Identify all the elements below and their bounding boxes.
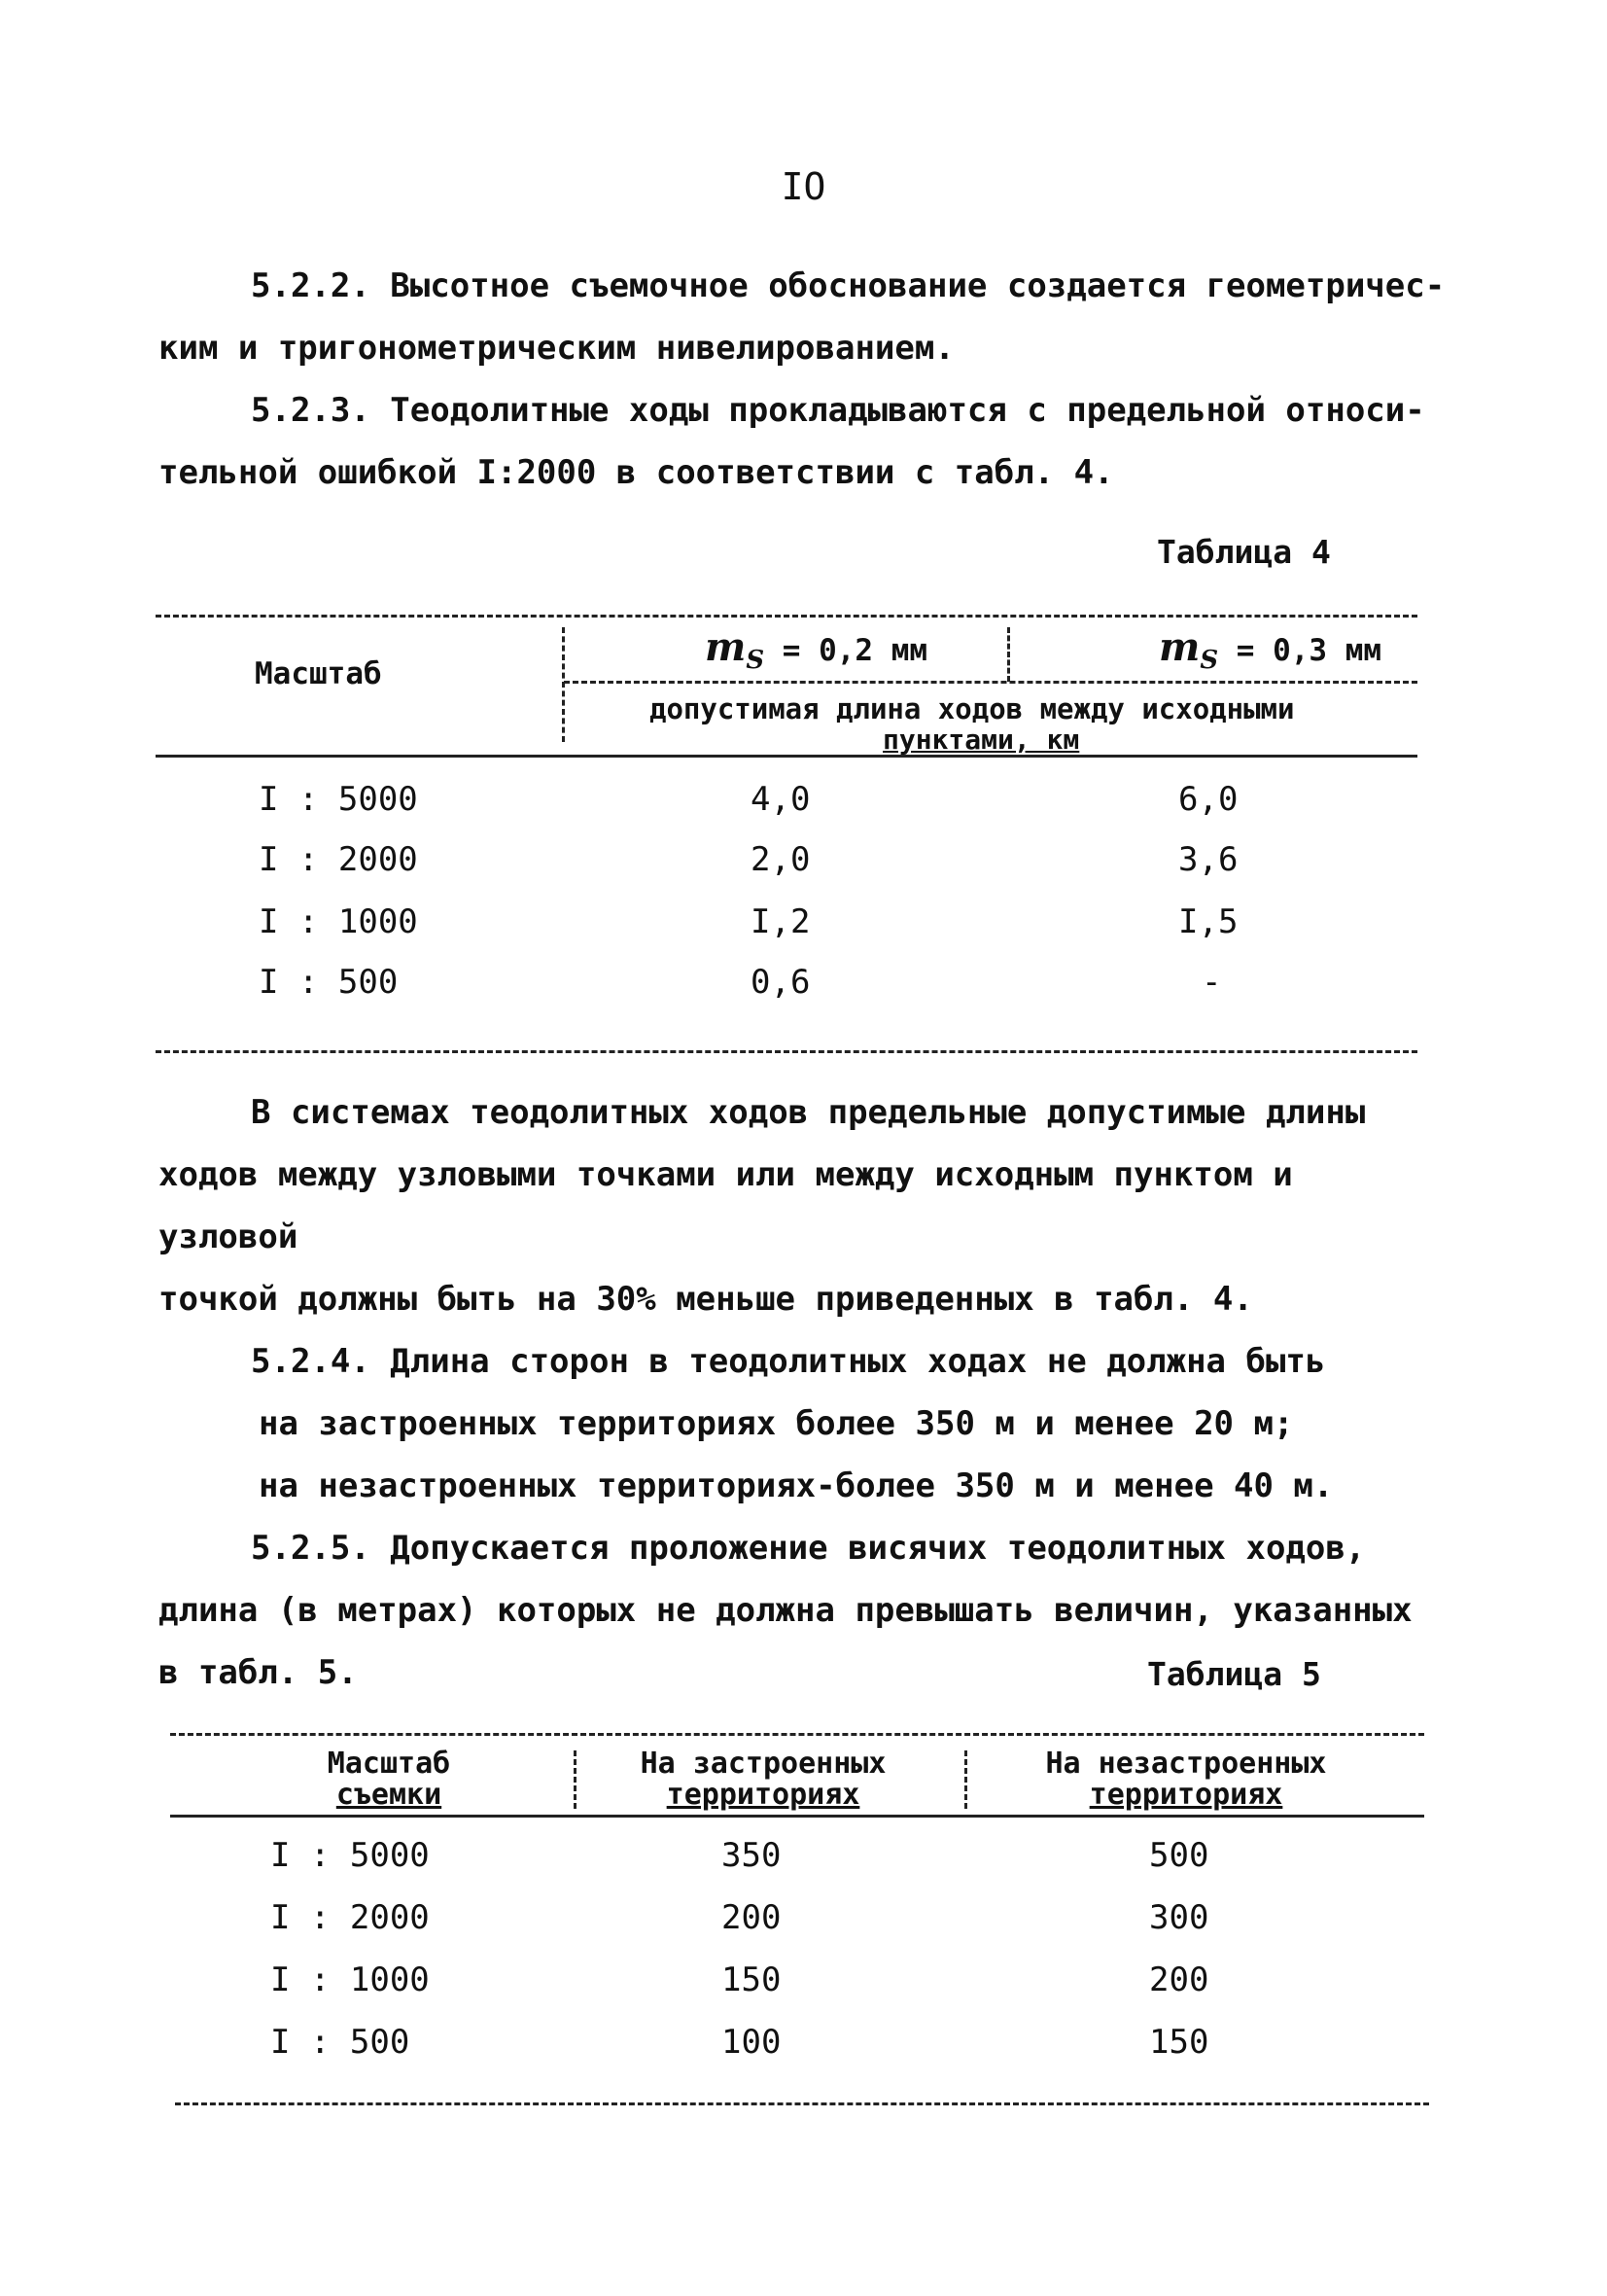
table4-cell-scale: I : 2000 <box>259 840 418 879</box>
table4-cell-scale: I : 500 <box>259 963 399 1002</box>
table5-cell-value: 500 <box>1149 1836 1209 1875</box>
paragraph-block-top <box>158 255 1451 504</box>
paragraph-line: В системах теодолитных ходов предельные допустимые длины <box>251 1093 1366 1132</box>
table5-column-separator <box>574 1750 576 1809</box>
table4-subheader-line2: пунктами, км <box>883 724 1080 756</box>
table5-cell-value: 100 <box>721 2023 782 2062</box>
table4-cell-value: 3,6 <box>1178 840 1239 879</box>
paragraph-line: 5.2.4. Длина сторон в теодолитных ходах не должна быть <box>251 1342 1326 1381</box>
table4-subheader-line1: допустимая длина ходов между исходными <box>649 692 1295 725</box>
table5-cell-value: 350 <box>721 1836 782 1875</box>
paragraph-line: в табл. 5. <box>158 1653 358 1692</box>
table5-cell-value: 150 <box>721 1960 782 1999</box>
table4-cell-value: 2,0 <box>751 840 811 879</box>
table4-header-bottom-rule <box>156 755 1417 758</box>
table5-cell-value: 200 <box>721 1898 782 1937</box>
table4-bottom-rule <box>156 1050 1417 1053</box>
paragraph-block-middle <box>158 1081 1451 1704</box>
paragraph-line: длина (в метрах) которых не должна превышать величин, указанных <box>158 1591 1413 1630</box>
paragraph-line: 5.2.5. Допускается проложение висячих теодолитных ходов, <box>251 1529 1366 1568</box>
table4-cell-scale: I : 1000 <box>259 902 418 941</box>
table5-bottom-rule <box>175 2102 1429 2105</box>
table5-header-unbuilt-line2: территориях <box>1089 1778 1283 1812</box>
table4-header-ms1: $m_S = 0,2$ мм <box>705 624 928 675</box>
table4-header-scale: Масштаб <box>255 656 382 691</box>
table5-header-scale-line2: съемки <box>335 1778 442 1812</box>
table5-cell-value: 300 <box>1149 1898 1209 1937</box>
table5-column-separator <box>964 1750 967 1809</box>
paragraph-line: тельной ошибкой I:2000 в соответствии с табл. 4. <box>158 453 1114 492</box>
table5-caption: Таблица 5 <box>1147 1655 1321 1693</box>
table4-cell-value: - <box>1202 963 1222 1002</box>
table4-caption: Таблица 4 <box>1157 533 1331 571</box>
table4-header-ms2: $m_S = 0,3$ мм <box>1159 624 1382 675</box>
paragraph-line: ходов между узловыми точками или между исходным пунктом и узловой <box>158 1155 1293 1256</box>
paragraph-line: на незастроенных территориях-более 350 м и менее 40 м. <box>259 1466 1334 1505</box>
paragraph-line: 5.2.3. Теодолитные ходы прокладываются с предельной относи- <box>251 391 1425 430</box>
table5-header-scale-line1: Масштаб <box>327 1747 451 1781</box>
table4-cell-value: 6,0 <box>1178 780 1239 819</box>
table5-header-unbuilt-line1: На незастроенных <box>1045 1747 1327 1781</box>
table4-cell-value: 4,0 <box>751 780 811 819</box>
table4-top-rule <box>156 615 1417 618</box>
table5-cell-scale: I : 2000 <box>270 1898 430 1937</box>
table5-cell-value: 200 <box>1149 1960 1209 1999</box>
table5-header-built-line2: территориях <box>666 1778 860 1812</box>
table4-header-rule <box>564 681 1417 684</box>
table5-header-bottom-rule <box>170 1815 1424 1818</box>
paragraph-line: на застроенных территориях более 350 м и менее 20 м; <box>259 1404 1294 1443</box>
table5-cell-scale: I : 500 <box>270 2023 410 2062</box>
table4-cell-value: I,2 <box>751 902 811 941</box>
table5-header-built-line1: На застроенных <box>640 1747 887 1781</box>
table5-cell-value: 150 <box>1149 2023 1209 2062</box>
table4-cell-scale: I : 5000 <box>259 780 418 819</box>
table4-cell-value: I,5 <box>1178 902 1239 941</box>
paragraph-line: 5.2.2. Высотное съемочное обоснование создается геометричес- <box>251 266 1446 305</box>
table4-cell-value: 0,6 <box>751 963 811 1002</box>
table5-cell-scale: I : 5000 <box>270 1836 430 1875</box>
table5-cell-scale: I : 1000 <box>270 1960 430 1999</box>
page-number: IO <box>781 165 826 208</box>
paragraph-line: ким и тригонометрическим нивелированием. <box>158 329 955 368</box>
paragraph-line: точкой должны быть на 30% меньше приведенных в табл. 4. <box>158 1280 1253 1319</box>
table5-top-rule <box>170 1733 1424 1736</box>
table4-column-separator <box>562 627 565 742</box>
table4-column-separator <box>1007 627 1010 682</box>
